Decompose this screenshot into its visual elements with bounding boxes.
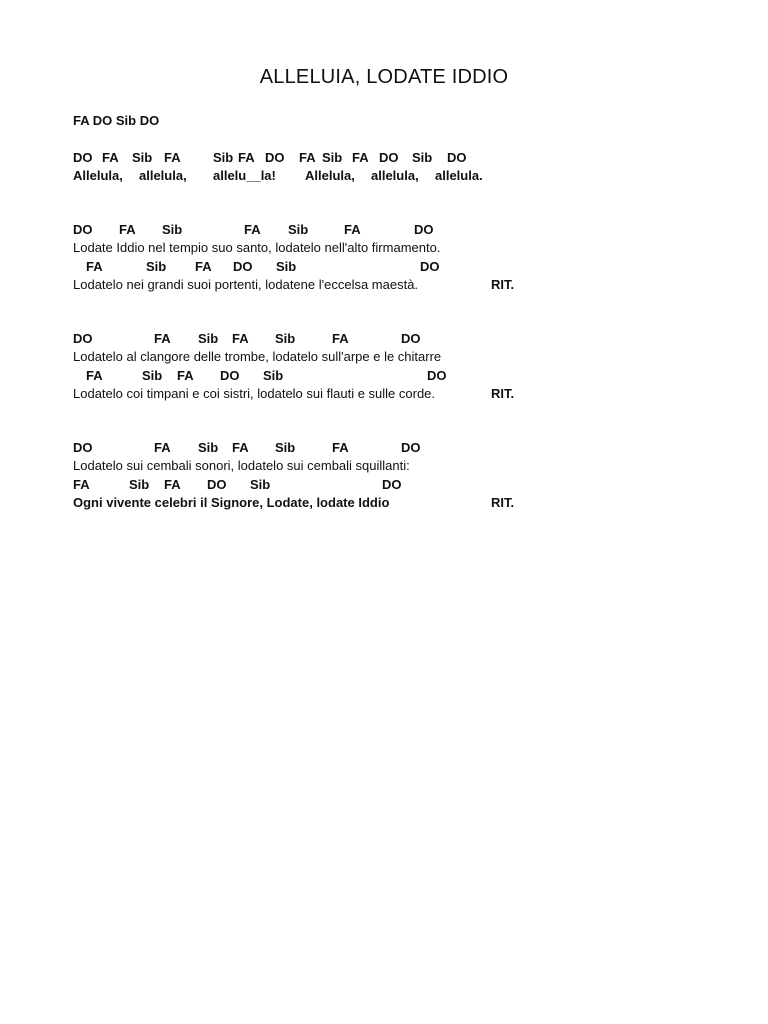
chord: DO [73,222,93,237]
verse2-chord-line-1 [73,331,533,349]
chord: FA [86,259,103,274]
lyric-word: Allelula, [73,168,123,183]
chord: DO [401,440,421,455]
refrain-lyric-line [73,168,533,186]
chord: Sib [275,331,296,346]
lyric-word: allelula, [139,168,187,183]
chord: Sib [275,440,296,455]
refrain-marker: RIT. [491,495,515,510]
chord: DO [420,259,440,274]
refrain-marker: RIT. [491,277,515,292]
verse2-chord-line-2 [73,368,533,386]
chord: Sib [132,150,153,165]
verse2-lyric-line-2 [73,386,533,404]
refrain-chord-line [73,150,533,168]
chord: FA [102,150,119,165]
chord: DO [73,331,93,346]
chord: FA [344,222,361,237]
chord: DO [401,331,421,346]
chord: DO [73,440,93,455]
chord: Sib [129,477,150,492]
chord: FA [232,440,249,455]
chord: FA [86,368,103,383]
chord: FA [238,150,255,165]
lyric-word: allelula. [435,168,483,183]
chord: FA [73,477,90,492]
lyric-word: Allelula, [305,168,355,183]
chord: FA [232,331,249,346]
chord: Sib [146,259,167,274]
verse1-lyric-line-2 [73,277,533,295]
intro-chords: FA DO Sib DO [73,113,160,128]
verse1-chord-line-1 [73,222,533,240]
chord: Sib [250,477,271,492]
chord: DO [265,150,285,165]
chord: Sib [162,222,183,237]
lyric-text: Ogni vivente celebri il Signore, Lodate, lodate Iddio [73,495,390,510]
chord: Sib [213,150,234,165]
lyric-text: Lodatelo nei grandi suoi portenti, lodatene l'eccelsa maestà. [73,277,419,292]
chord: FA [332,331,349,346]
chord: FA [119,222,136,237]
chord: DO [233,259,253,274]
verse1-chord-line-2 [73,259,533,277]
chord: FA [164,477,181,492]
lyric-word: allelula, [371,168,419,183]
chord: Sib [322,150,343,165]
chord: FA [154,440,171,455]
chord: DO [382,477,402,492]
refrain-marker: RIT. [491,386,515,401]
chord: FA [154,331,171,346]
chord: Sib [263,368,284,383]
chord: FA [244,222,261,237]
verse3-lyric-line-1: Lodatelo sui cembali sonori, lodatelo sui cembali squillanti: [73,458,410,473]
chord: FA [195,259,212,274]
chord: FA [164,150,181,165]
verse3-lyric-line-2 [73,495,533,513]
chord: DO [447,150,467,165]
verse1-lyric-line-1: Lodate Iddio nel tempio suo santo, lodatelo nell'alto firmamento. [73,240,441,255]
chord: DO [379,150,399,165]
chord: DO [220,368,240,383]
chord: FA [332,440,349,455]
chord: DO [207,477,227,492]
chord: FA [352,150,369,165]
chord: Sib [288,222,309,237]
verse3-chord-line-1 [73,440,533,458]
chord: Sib [142,368,163,383]
chord: Sib [412,150,433,165]
chord: Sib [276,259,297,274]
verse3-chord-line-2 [73,477,533,495]
chord: DO [427,368,447,383]
lyric-word: allelu__la! [213,168,276,183]
lyric-text: Lodatelo coi timpani e coi sistri, lodatelo sui flauti e sulle corde. [73,386,436,401]
chord: DO [414,222,434,237]
chord: Sib [198,440,219,455]
chord: FA [177,368,194,383]
chord: FA [299,150,316,165]
song-title: ALLELUIA, LODATE IDDIO [259,66,509,88]
verse2-lyric-line-1: Lodatelo al clangore delle trombe, lodatelo sull'arpe e le chitarre [73,349,442,364]
chord: Sib [198,331,219,346]
chord: DO [73,150,93,165]
